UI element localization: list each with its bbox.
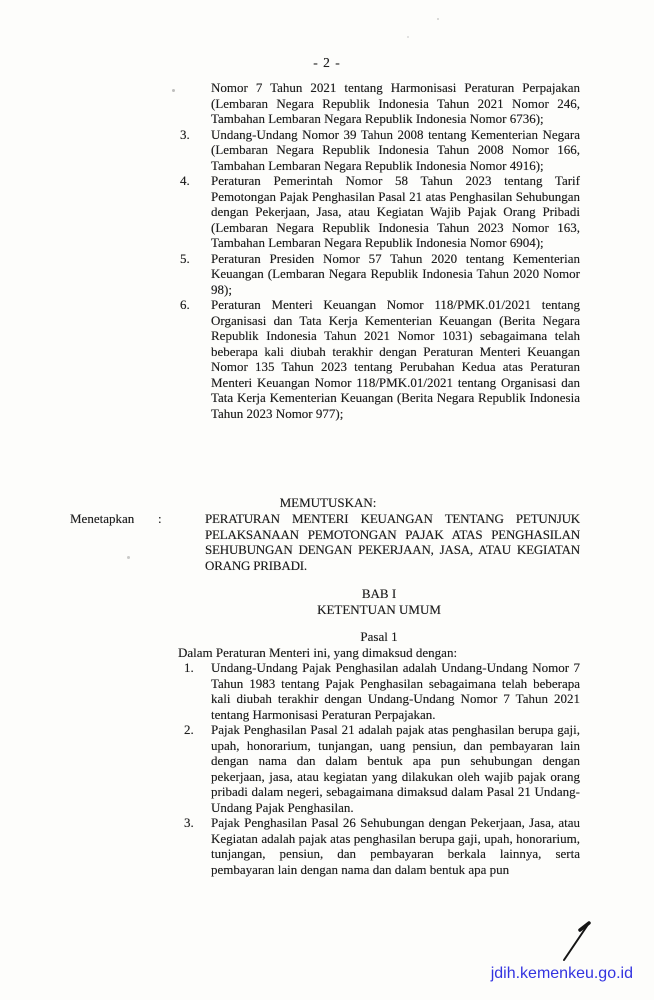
item-text: Peraturan Menteri Keuangan Nomor 118/PMK.01/2021 tentang Organisasi dan Tata Kerja Kementerian Keuangan (Berita Negara Republik Indonesia Tahun 2021 Nomor 1031) sebagaimana telah beberapa kali diubah terakhir dengan Peraturan Menteri Keuangan Nomor 135 Tahun 2023 tentang Perubahan Kedua atas Peraturan Menteri Keuangan Nomor 118/PMK.01/2021 tentang Organisasi dan Tata Kerja Kementerian Keuangan (Berita Negara Republik Indonesia Tahun 2023 Nomor 977); [211,297,580,421]
item-text: Peraturan Pemerintah Nomor 58 Tahun 2023 tentang Tarif Pemotongan Pajak Penghasilan Pasal 21 atas Penghasilan Sehubungan dengan Pekerjaan, Jasa, atau Kegiatan Wajib Pajak Orang Pribadi (Lembaran Negara Republik Indonesia Tahun 2023 Nomor 163, Tambahan Lembaran Negara Republik Indonesia Nomor 6904); [211,173,580,250]
definition-item-2 [178,722,580,815]
chapter-heading [178,586,580,617]
item-text: Pajak Penghasilan Pasal 21 adalah pajak atas penghasilan berupa gaji, upah, honorarium, tunjangan, uang pensiun, dan pembayaran lain dengan nama dan dalam bentuk apa pun sehubungan dengan pekerjaan, jasa, atau kegiatan yang dilakukan oleh wajib pajak orang pribadi dalam negeri, sebagaimana dimaksud dalam Pasal 21 Undang-Undang Pajak Penghasilan. [211,722,580,815]
item-number: 5. [180,250,190,266]
item-text: Peraturan Presiden Nomor 57 Tahun 2020 tentang Kementerian Keuangan (Lembaran Negara Republik Indonesia Tahun 2020 Nomor 98); [211,250,580,297]
item-text: Pajak Penghasilan Pasal 26 Sehubungan dengan Pekerjaan, Jasa, atau Kegiatan adalah pajak atas penghasilan berupa gaji, upah, honorarium, tunjangan, pensiun, dan pembayaran berkala lainnya, serta pembayaran lain dengan nama dan dalam bentuk apa pun [211,815,580,877]
scan-speckle [127,556,130,559]
page-number: - 2 - [313,55,341,70]
article-title: Pasal 1 [360,629,398,644]
item-number: 6. [180,297,190,312]
item-text: Undang-Undang Pajak Penghasilan adalah Undang-Undang Nomor 7 Tahun 1983 tentang Pajak Penghasilan sebagaimana telah beberapa kali diubah terakhir dengan Undang-Undang Nomor 7 Tahun 2021 tentang Harmonisasi Peraturan Perpajakan. [211,660,580,722]
scan-speckle [407,36,409,38]
enactment-text: PERATURAN MENTERI KEUANGAN TENTANG PETUNJUK PELAKSANAAN PEMOTONGAN PAJAK ATAS PENGHASILAN SEHUBUNGAN DENGAN PEKERJAAN, JASA, ATAU KEGIATAN ORANG PRIBADI. [205,511,580,573]
considerations-section [178,80,580,421]
definition-item-1 [178,660,580,722]
consideration-continuation-paragraph: Nomor 7 Tahun 2021 tentang Harmonisasi Peraturan Perpajakan (Lembaran Negara Republik Indonesia Tahun 2021 Nomor 246, Tambahan Lembaran Negara Republik Indonesia Nomor 6736); [211,80,580,126]
scan-speckle [437,18,439,20]
consideration-item-4 [178,173,580,251]
scan-speckle [172,89,175,92]
chapter-number: BAB I [361,586,397,601]
item-number: 4. [180,173,190,188]
item-number: 2. [184,722,194,737]
item-number: 3. [184,815,194,830]
item-text: Undang-Undang Nomor 39 Tahun 2008 tentang Kementerian Negara (Lembaran Negara Republik Indonesia Tahun 2008 Nomor 166, Tambahan Lembaran Negara Republik Indonesia Nomor 4916); [211,126,580,173]
chapter-title: KETENTUAN UMUM [317,601,441,617]
definitions-list [178,660,580,877]
item-number: 1. [184,660,194,675]
article-intro: Dalam Peraturan Menteri ini, yang dimaksud dengan: [178,645,458,660]
jdih-kemenkeu-link[interactable]: jdih.kemenkeu.go.id [490,965,633,982]
definition-item-3 [178,815,580,877]
decision-heading: MEMUTUSKAN: [279,495,377,510]
enactment-label: Menetapkan [70,511,135,526]
pen-mark-annotation [560,916,596,964]
enactment-colon: : [158,511,162,526]
item-number: 3. [180,126,190,142]
consideration-item-5 [178,251,580,298]
consideration-item-6 [178,297,580,421]
enactment-clause [70,511,580,573]
consideration-item-3 [178,127,580,174]
